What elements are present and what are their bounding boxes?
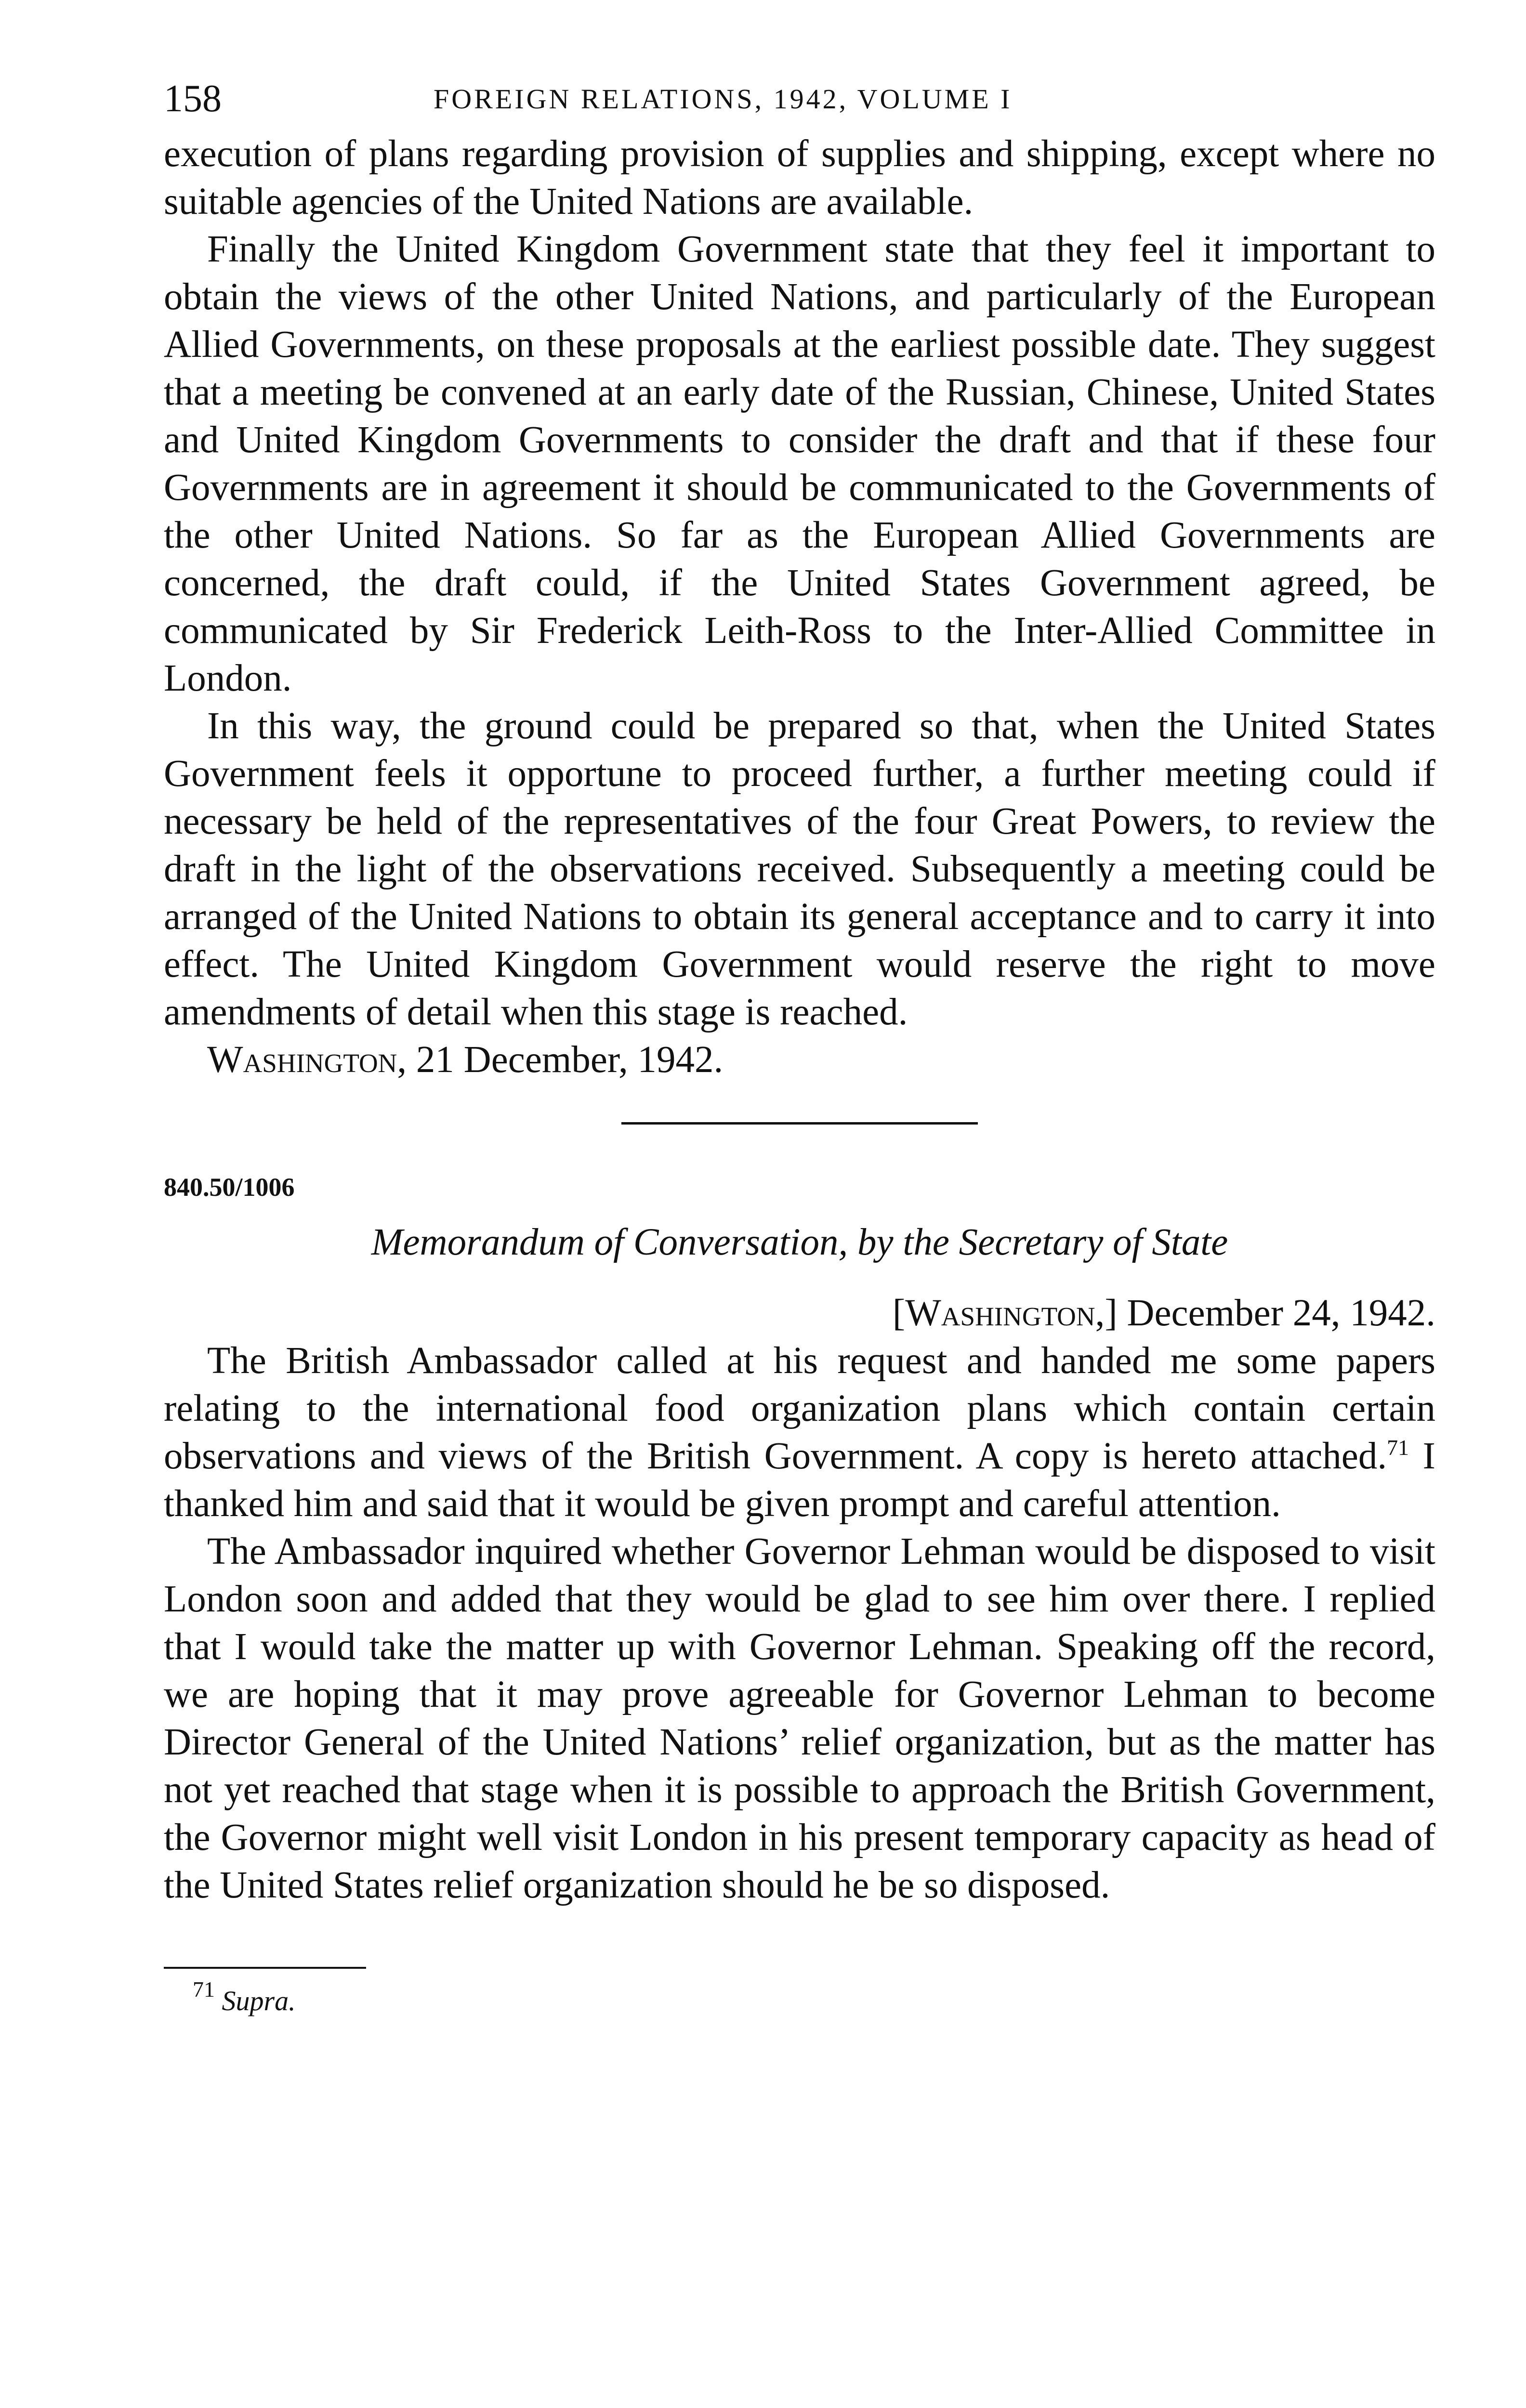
footnote bbox=[164, 1977, 1435, 2020]
paragraph-governor-lehman: The Ambassador inquired whether Governor Lehman would be disposed to visit London soon and added that they would be glad to see him over there. I replied that I would take the matter up with Governor Lehman. Speaking off the record, we are hoping that it may prove agreeable for Governor Lehman to become Director General of the United Nations’ relief organization, but as the matter has not yet reached that stage when it is possible to approach the British Government, the Governor might well visit London in his present temporary capacity as head of the United States relief organization should he be so disposed. bbox=[164, 1531, 1435, 1906]
paragraph-ambassador-call bbox=[164, 1337, 1435, 1528]
paragraph-ambassador-call-text: The British Ambassador called at his request and handed me some papers relating to the international food organization plans which contain certain observations and views of the British Government. A copy is hereto attached. bbox=[164, 1340, 1435, 1477]
document-one-body bbox=[164, 130, 1435, 1084]
memorandum-date bbox=[164, 1289, 1435, 1337]
page-number: 158 bbox=[164, 78, 222, 120]
dateline-date: , 21 December, 1942. bbox=[397, 1039, 724, 1081]
dateline-place: Washington bbox=[207, 1039, 397, 1081]
footnote-reference: 71 bbox=[1387, 1435, 1409, 1460]
footnote-text: Supra. bbox=[222, 1985, 296, 2016]
memorandum-date-bracket: [ bbox=[892, 1292, 906, 1334]
footnote-divider bbox=[164, 1967, 366, 1969]
header-title: FOREIGN RELATIONS, 1942, VOLUME I bbox=[434, 83, 1013, 115]
paragraph-continuation: execution of plans regarding provision of supplies and shipping, except where no suitable agencies of the United Nations are available. bbox=[164, 133, 1435, 222]
document-page bbox=[164, 72, 1435, 2020]
memorandum-title: Memorandum of Conversation, by the Secretary of State bbox=[371, 1221, 1228, 1263]
document-two bbox=[164, 1170, 1435, 1909]
dateline bbox=[164, 1036, 1435, 1084]
memorandum-date-rest: ,] December 24, 1942. bbox=[1095, 1292, 1435, 1334]
section-divider bbox=[621, 1122, 978, 1125]
running-header bbox=[164, 72, 1435, 130]
paragraph-preparation: In this way, the ground could be prepared so that, when the United States Government feels it opportune to proceed further, a further meeting could if necessary be held of the representatives of the four Great Powers, to review the draft in the light of the observations received. Subsequently a meeting could be arranged of the United Nations to obtain its general acceptance and to carry it into effect. The United Kingdom Government would reserve the right to move amendments of detail when this stage is reached. bbox=[164, 705, 1435, 1033]
footnote-marker: 71 bbox=[193, 1977, 215, 2002]
memorandum-date-place: Washington bbox=[905, 1292, 1095, 1334]
document-two-body bbox=[164, 1337, 1435, 1909]
file-number: 840.50/1006 bbox=[164, 1173, 295, 1202]
paragraph-ambassador-call-continuation: I thanked him and said that it would be given prompt and careful attention. bbox=[164, 1435, 1435, 1525]
paragraph-proposal-views: Finally the United Kingdom Government state that they feel it important to obtain the views of the other United Nations, and particularly of the European Allied Governments, on these proposals at the earliest possible date. They suggest that a meeting be convened at an early date of the Russian, Chinese, United States and United Kingdom Governments to consider the draft and that if these four Governments are in agreement it should be communicated to the Governments of the other United Nations. So far as the European Allied Governments are concerned, the draft could, if the United States Government agreed, be communicated by Sir Frederick Leith-Ross to the Inter-Allied Committee in London. bbox=[164, 228, 1435, 699]
